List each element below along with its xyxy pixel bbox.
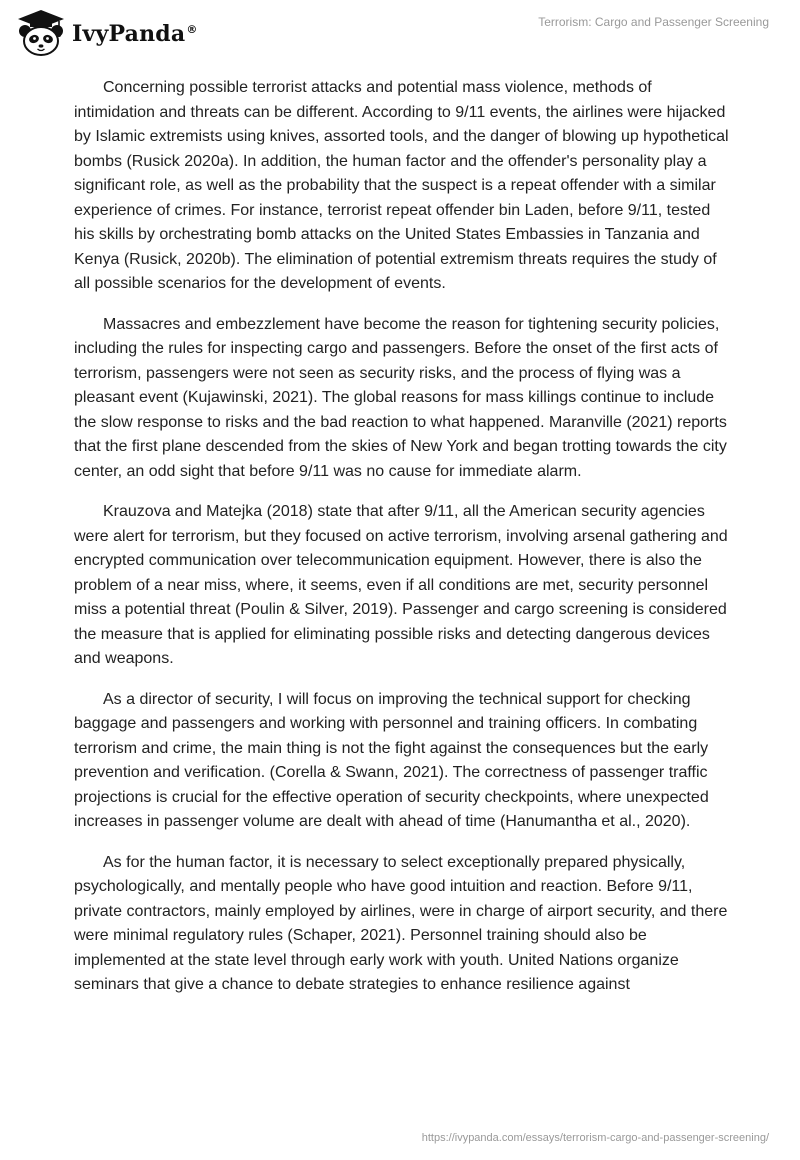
paragraph-2: Massacres and embezzlement have become the reason for tightening security policies, including the rules for inspecting cargo and passengers. Before the onset of the first acts of terrorism, passengers were not seen as security risks, and the process of flying was a pleasant event (Kujawinski, 2021). The global reasons for mass killings continue to include the slow response to risks and the bad reaction to what happened. Maranville (2021) reports that the first plane descended from the skies of New York and began trotting towards the city center, an odd sight that before 9/11 was no cause for immediate alarm.: [74, 315, 727, 480]
paragraph-4: As a director of security, I will focus on improving the technical support for checking baggage and passengers and working with personnel and training officers. In combating terrorism and crime, the main thing is not the fight against the consequences but the early prevention and verification. (Corella & Swann, 2021). The correctness of passenger traffic projections is crucial for the effective operation of security checkpoints, where unexpected increases in passenger volume are dealt with ahead of time (Hanumantha et al., 2020).: [74, 690, 709, 830]
paragraph-1: Concerning possible terrorist attacks and potential mass violence, methods of intimidation and threats can be different. According to 9/11 events, the airlines were hijacked by Islamic extremists using knives, assorted tools, and the danger of blowing up hypothetical bombs (Rusick 2020a). In addition, the human factor and the offender's personality play a significant role, as well as the probability that the suspect is a repeat offender with a similar experience of crimes. For instance, terrorist repeat offender bin Laden, before 9/11, tested his skills by orchestrating bomb attacks on the United States Embassies in Tanzania and Kenya (Rusick, 2020b). The elimination of potential extremism threats requires the study of all possible scenarios for the development of events.: [74, 79, 729, 292]
panda-graduate-icon: [14, 8, 68, 58]
page-header: [0, 0, 800, 64]
source-url[interactable]: https://ivypanda.com/essays/terrorism-cargo-and-passenger-screening/: [421, 1132, 769, 1144]
brand-registered-mark: ®: [186, 22, 198, 36]
brand-name: IvyPanda®: [72, 21, 198, 47]
essay-body: [74, 76, 734, 1014]
ivypanda-logo[interactable]: [14, 8, 198, 58]
paragraph-5: As for the human factor, it is necessary to select exceptionally prepared physically, psychologically, and mentally people who have good intuition and reaction. Before 9/11, private contractors, mainly employed by airlines, were in charge of airport security, and there were minimal regulatory rules (Schaper, 2021). Personnel training should also be implemented at the state level through early work with youth. United Nations organize seminars that give a chance to debate strategies to enhance resilience against: [74, 853, 728, 993]
paragraph-3: Krauzova and Matejka (2018) state that after 9/11, all the American security agencies were alert for terrorism, but they focused on active terrorism, involving arsenal gathering and encrypted communication over telecommunication equipment. However, there is also the problem of a near miss, where, it seems, even if all conditions are met, security personnel miss a potential threat (Poulin & Silver, 2019). Passenger and cargo screening is considered the measure that is applied for eliminating possible risks and detecting dangerous devices and weapons.: [74, 503, 728, 667]
document-title: Terrorism: Cargo and Passenger Screening: [538, 15, 769, 29]
